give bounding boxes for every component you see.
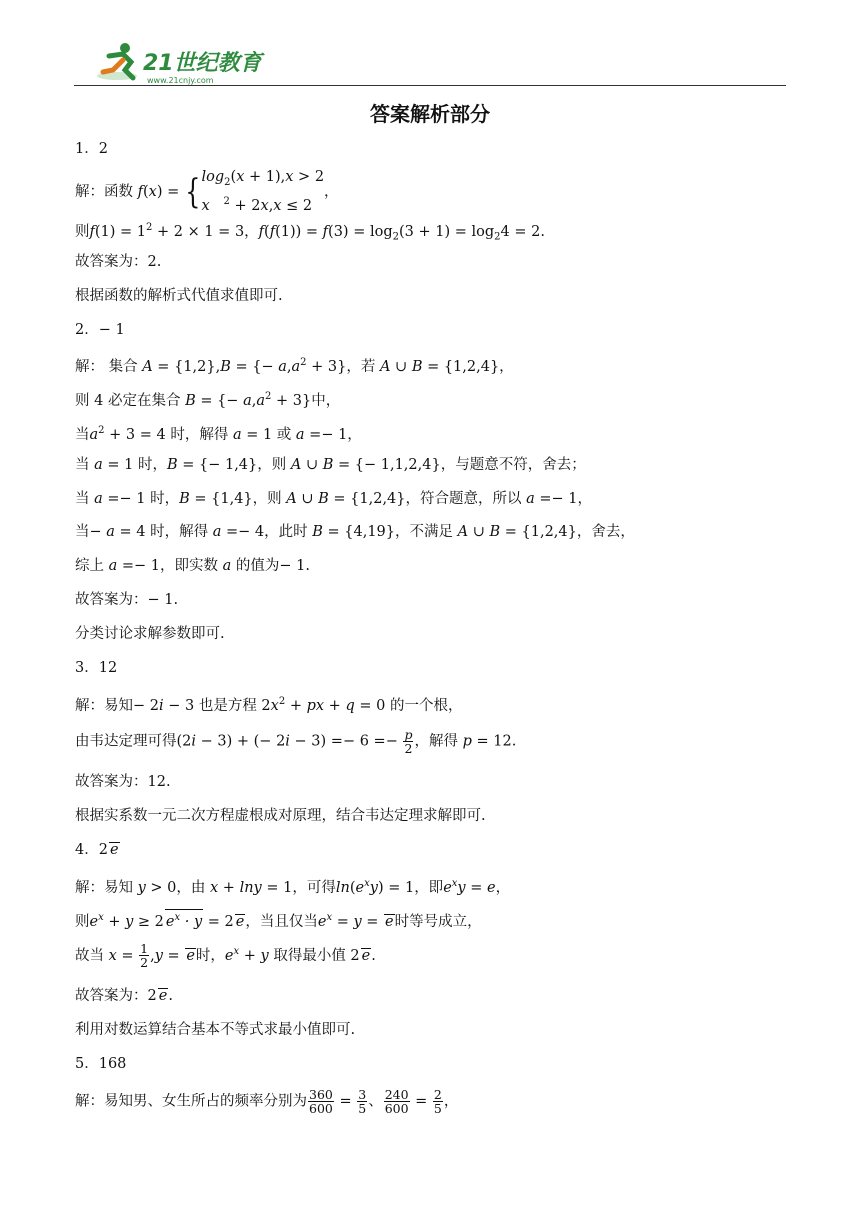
q3-number: 3．12 [75,660,118,676]
q3-line-3: 故答案为：12. [75,774,171,790]
q4-line-3: 故当 x = $\frac{1}{2}$ ,y = e时，$e^x + y$ 取得最小值 2 e. [75,941,376,971]
header-rule [74,85,786,86]
q4-line-4: 故答案为：2 e. [75,988,173,1004]
logo-url: www.21cnjy.com [147,76,214,85]
q1-line-3: 故答案为：2. [75,254,162,270]
q1-line-4: 根据函数的解析式代值求值即可. [75,288,283,304]
q2-line-3: 当$a^2 + 3 = 4$ 时，解得 a = 1 或 a =− 1， [75,425,362,443]
q4-line-2: 则$e^x + y \ge 2$ $e^x \cdot y = 2$ e，当且仅当$e^x = y = e$时等号成立， [75,908,482,932]
q4-line-5: 利用对数运算结合基本不等式求最小值即可. [75,1022,356,1038]
q4-line-1: 解：易知 y > 0，由 x + lny = 1，可得$\ln(e^xy) = 1$，即$e^xy = e$， [75,878,511,896]
q1-line-1: 解：函数 $f(x) = \{\log_2(x + 1),x > 2$ x $^2$ + 2x,x ≤ 2， [75,169,339,214]
runner-logo-icon [95,40,265,86]
q3-line-4: 根据实系数一元二次方程虚根成对原理，结合韦达定理求解即可. [75,808,486,824]
q1-number: 1．2 [75,141,108,157]
q2-line-2: 则 4 必定在集合 B = {− $a,a^2 + 3$}中， [75,391,341,409]
q3-line-2: 由韦达定理可得(2i − 3) + (− 2i − 3) =− 6 =− $\frac{p}{2}$ ，解得 p = 12. [75,727,517,756]
q2-line-9: 分类讨论求解参数即可. [75,626,225,642]
logo [95,40,265,86]
logo-text: 21世纪教育 [143,51,262,76]
q3-line-1: 解：易知− 2i − 3 也是方程 $2x^2$ + px + q = 0 的一个根， [75,696,463,714]
q2-number: 2．− 1 [75,322,125,338]
q2-line-7: 综上 a =− 1，即实数 a 的值为− 1. [75,558,310,574]
q2-line-6: 当− a = 4 时，解得 a =− 4，此时 B = {4,19}，不满足 A ∪ B = {1,2,4}，舍去， [75,524,635,540]
q1-line-2: 则$f(1) = 1^2 + 2 \times 1 = 3$，$f(f(1)) = f(3) = \log_2(3 + 1) = \log_24 = 2$. [75,222,545,243]
q2-line-8: 故答案为：− 1. [75,592,179,608]
q2-line-1: 解： 集合 A = {1,2},B = {− $a,a^2 + 3$}，若 A ∪ B = {1,2,4}， [75,357,514,375]
q5-line-1: 解：易知男、女生所占的频率分别为 $\frac{360}{600}$ = $\frac{3}{5}$ 、 $\frac{240}{600}$ = $\frac{2}{5}$ ， [75,1087,459,1116]
q2-line-5: 当 a =− 1 时，B = {1,4}，则 A ∪ B = {1,2,4}，符合题意，所以 a =− 1， [75,491,593,507]
q2-line-4: 当 a = 1 时，B = {− 1,4}，则 A ∪ B = {− 1,1,2,4}，与题意不符，舍去； [75,457,586,473]
q4-number: 4．2 e [75,842,119,858]
page-title: 答案解析部分 [370,102,490,126]
q5-number: 5．168 [75,1056,127,1072]
